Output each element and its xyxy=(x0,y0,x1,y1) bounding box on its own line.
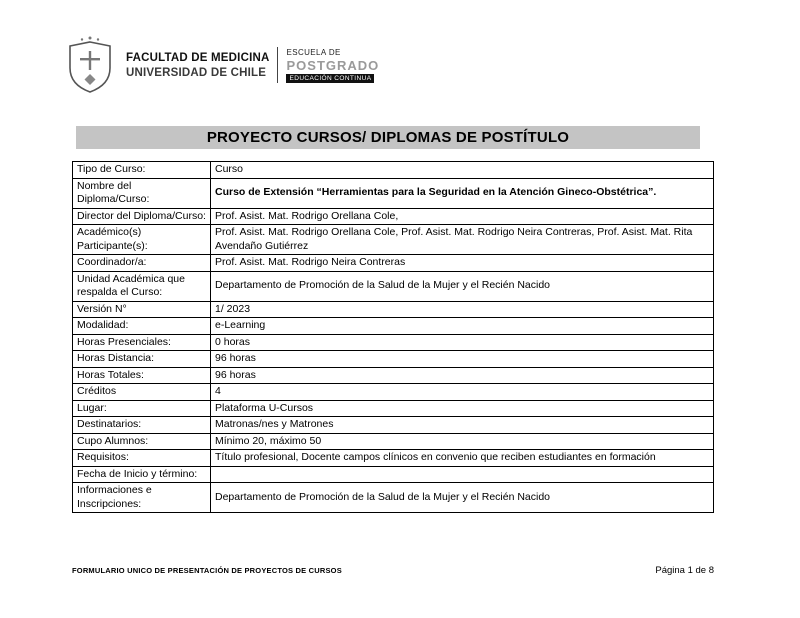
table-row xyxy=(73,318,714,335)
faculty-name: FACULTAD DE MEDICINA xyxy=(126,51,270,64)
table-row xyxy=(73,433,714,450)
field-label: Académico(s) Participante(s): xyxy=(73,225,211,255)
field-value: Plataforma U-Cursos xyxy=(211,400,714,417)
table-row xyxy=(73,178,714,208)
table-row xyxy=(73,450,714,467)
header-logo-block xyxy=(64,34,379,96)
school-top-label: ESCUELA DE xyxy=(286,47,341,57)
table-row xyxy=(73,417,714,434)
field-value: Departamento de Promoción de la Salud de la Mujer y el Recién Nacido xyxy=(211,483,714,513)
university-crest-icon xyxy=(64,34,116,96)
field-value: 96 horas xyxy=(211,367,714,384)
table-row xyxy=(73,483,714,513)
field-label: Créditos xyxy=(73,384,211,401)
field-value: Título profesional, Docente campos clínicos en convenio que reciben estudiantes en formación xyxy=(211,450,714,467)
field-label: Cupo Alumnos: xyxy=(73,433,211,450)
university-name: UNIVERSIDAD DE CHILE xyxy=(126,66,267,79)
field-value: 0 horas xyxy=(211,334,714,351)
field-value: Curso xyxy=(211,162,714,179)
field-value: Prof. Asist. Mat. Rodrigo Orellana Cole, xyxy=(211,208,714,225)
field-label: Requisitos: xyxy=(73,450,211,467)
page-title: PROYECTO CURSOS/ DIPLOMAS DE POSTÍTULO xyxy=(76,126,700,149)
course-form-table xyxy=(72,161,714,513)
field-label: Horas Presenciales: xyxy=(73,334,211,351)
header-divider xyxy=(277,47,278,83)
table-row xyxy=(73,400,714,417)
table-row xyxy=(73,271,714,301)
footer-form-name: FORMULARIO UNICO DE PRESENTACIÓN DE PROYECTOS DE CURSOS xyxy=(72,566,342,575)
field-value: 4 xyxy=(211,384,714,401)
field-label: Fecha de Inicio y término: xyxy=(73,466,211,483)
field-label: Destinatarios: xyxy=(73,417,211,434)
field-value: 1/ 2023 xyxy=(211,301,714,318)
table-row xyxy=(73,334,714,351)
page-number: Página 1 de 8 xyxy=(655,565,714,576)
table-row xyxy=(73,225,714,255)
field-label: Unidad Académica que respalda el Curso: xyxy=(73,271,211,301)
field-value: Prof. Asist. Mat. Rodrigo Orellana Cole, Prof. Asist. Mat. Rodrigo Neira Contreras, Prof. Asist. Mat. Rita Avendaño Gutiérrez xyxy=(211,225,714,255)
field-label: Informaciones e Inscripciones: xyxy=(73,483,211,513)
field-label: Lugar: xyxy=(73,400,211,417)
table-row xyxy=(73,301,714,318)
course-form xyxy=(72,161,714,513)
school-block xyxy=(286,48,379,83)
table-row xyxy=(73,208,714,225)
field-label: Versión N° xyxy=(73,301,211,318)
field-label: Tipo de Curso: xyxy=(73,162,211,179)
field-value: 96 horas xyxy=(211,351,714,368)
field-value: Curso de Extensión “Herramientas para la Seguridad en la Atención Gineco-Obstétrica”. xyxy=(211,178,714,208)
field-value: e-Learning xyxy=(211,318,714,335)
field-value: Prof. Asist. Mat. Rodrigo Neira Contreras xyxy=(211,255,714,272)
field-value xyxy=(211,466,714,483)
org-names xyxy=(126,52,269,79)
table-row xyxy=(73,367,714,384)
field-label: Horas Distancia: xyxy=(73,351,211,368)
field-label: Modalidad: xyxy=(73,318,211,335)
table-row xyxy=(73,255,714,272)
school-main-label: POSTGRADO xyxy=(286,57,380,73)
table-row xyxy=(73,162,714,179)
page-footer xyxy=(72,565,714,576)
field-label: Horas Totales: xyxy=(73,367,211,384)
table-row xyxy=(73,466,714,483)
field-value: Departamento de Promoción de la Salud de la Mujer y el Recién Nacido xyxy=(211,271,714,301)
field-value: Mínimo 20, máximo 50 xyxy=(211,433,714,450)
school-sub-label: EDUCACIÓN CONTINUA xyxy=(286,74,374,83)
field-label: Nombre del Diploma/Curso: xyxy=(73,178,211,208)
table-row xyxy=(73,384,714,401)
field-label: Director del Diploma/Curso: xyxy=(73,208,211,225)
table-row xyxy=(73,351,714,368)
field-value: Matronas/nes y Matrones xyxy=(211,417,714,434)
field-label: Coordinador/a: xyxy=(73,255,211,272)
